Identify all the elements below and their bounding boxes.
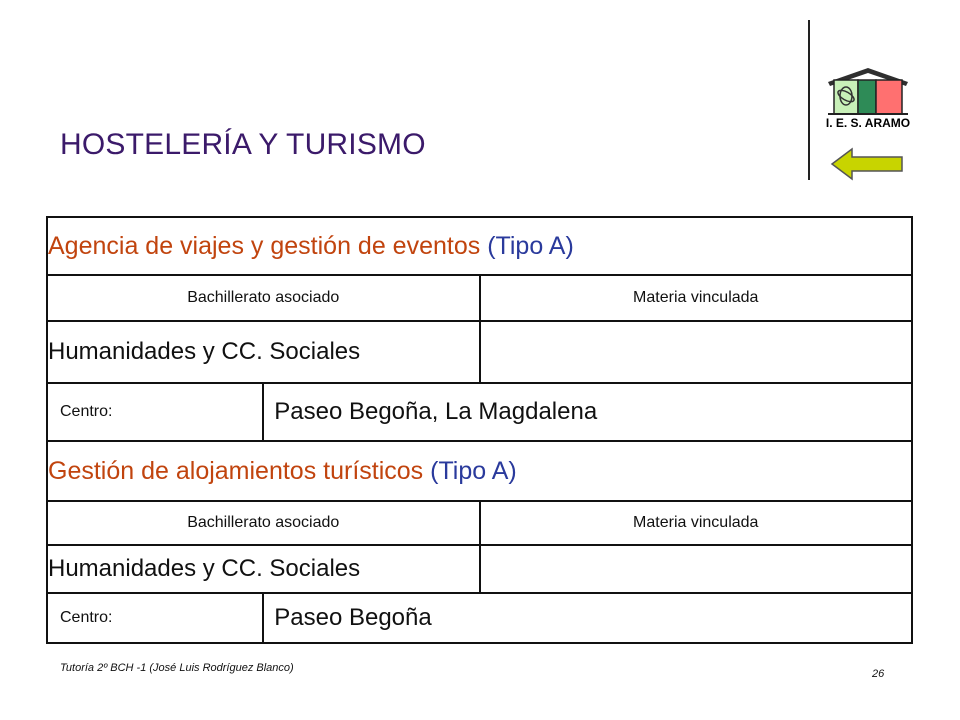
back-arrow-button[interactable] [830, 146, 906, 182]
materia-value [480, 545, 913, 593]
program-kind: (Tipo A) [430, 456, 517, 485]
column-header-row [47, 501, 912, 545]
bachillerato-value: Humanidades y CC. Sociales [47, 321, 480, 383]
column-header-row [47, 275, 912, 321]
centro-row [47, 593, 912, 643]
program-title-cell [47, 441, 912, 501]
program-name: Gestión de alojamientos turísticos [48, 456, 424, 485]
slide-title: HOSTELERÍA Y TURISMO [60, 128, 426, 161]
centro-row [47, 383, 912, 441]
program-kind: (Tipo A) [487, 231, 574, 260]
program-details-row [47, 321, 912, 383]
program-name: Agencia de viajes y gestión de eventos [48, 231, 481, 260]
vertical-divider [808, 20, 810, 180]
house-logo-icon [818, 64, 918, 116]
centro-label: Centro: [47, 593, 263, 643]
bachillerato-header: Bachillerato asociado [47, 275, 480, 321]
materia-value [480, 321, 913, 383]
materia-header: Materia vinculada [480, 501, 913, 545]
centro-value: Paseo Begoña, La Magdalena [263, 383, 912, 441]
footer-author: Tutoría 2º BCH -1 (José Luis Rodríguez Blanco) [60, 662, 294, 674]
arrow-left-icon [830, 146, 906, 182]
bachillerato-header: Bachillerato asociado [47, 501, 480, 545]
program-title-cell [47, 217, 912, 275]
centro-label: Centro: [47, 383, 263, 441]
program-header-row [47, 441, 912, 501]
programs-table [46, 216, 913, 644]
bachillerato-value: Humanidades y CC. Sociales [47, 545, 480, 593]
program-header-row [47, 217, 912, 275]
program-details-row [47, 545, 912, 593]
centro-value: Paseo Begoña [263, 593, 912, 643]
materia-header: Materia vinculada [480, 275, 913, 321]
logo-caption: I. E. S. ARAMO [825, 116, 911, 130]
page-number: 26 [872, 668, 885, 680]
